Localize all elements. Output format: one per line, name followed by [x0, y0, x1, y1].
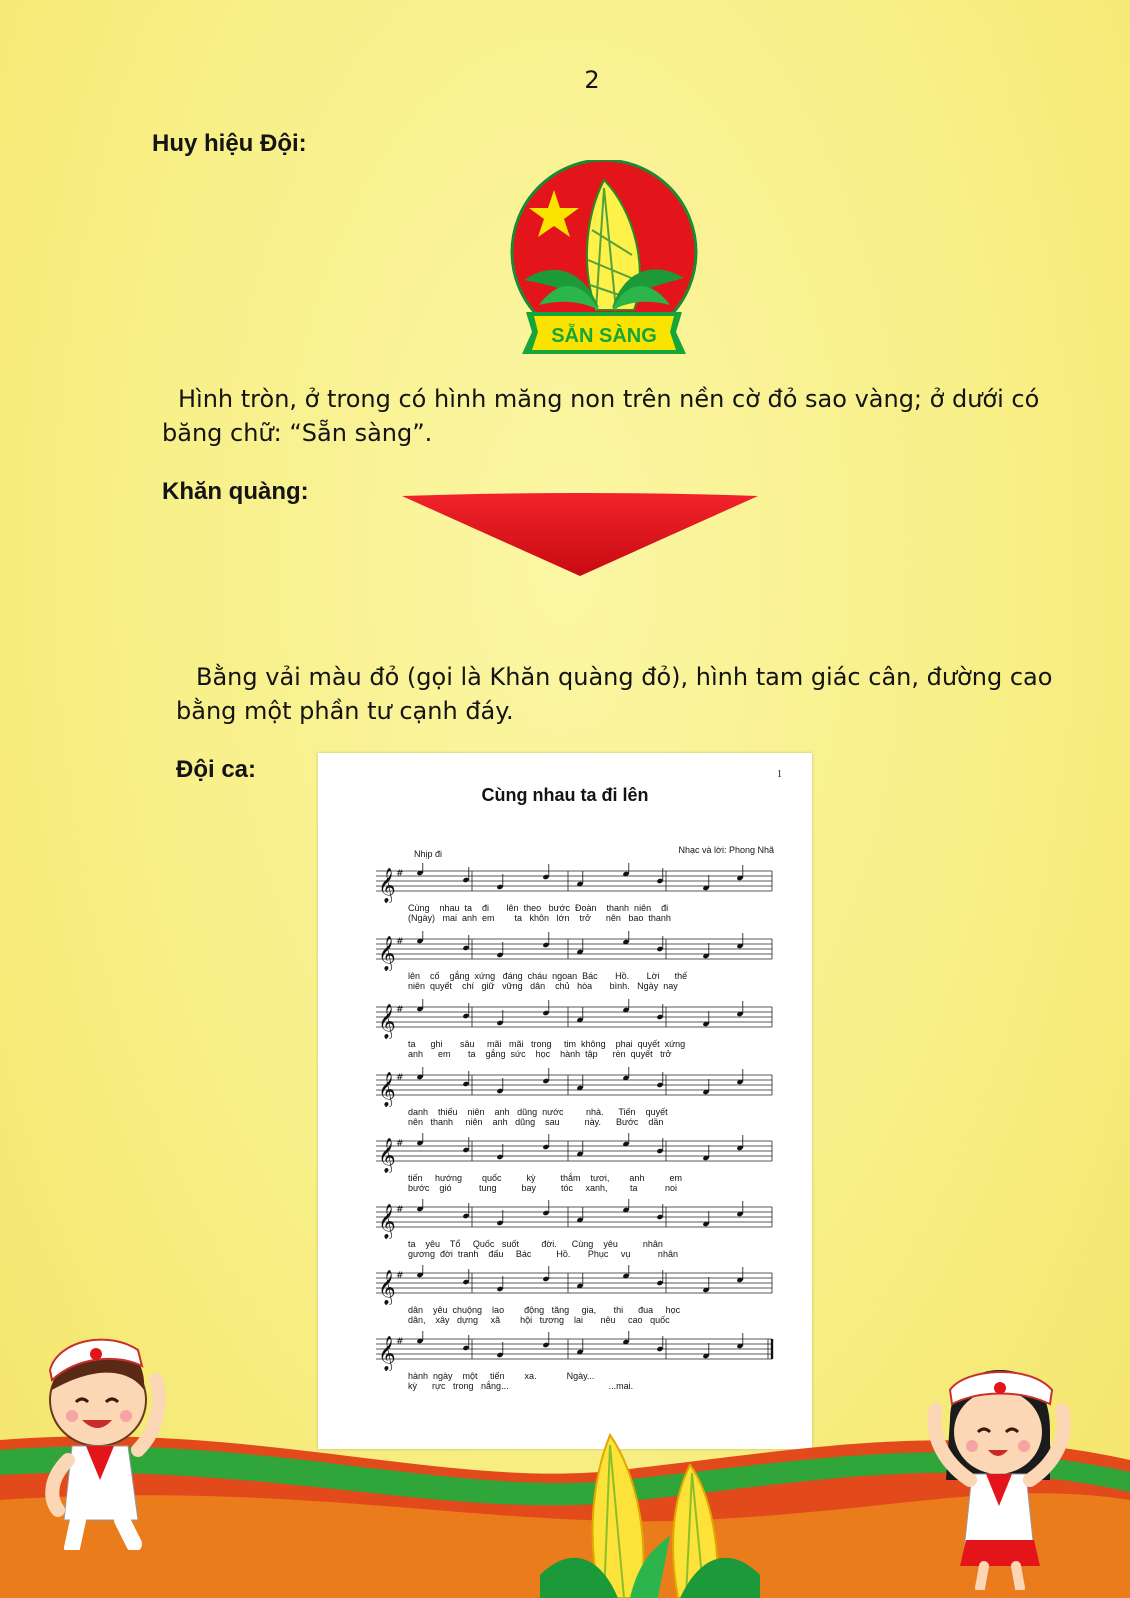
lyric-line: Cùng nhau ta đi lên theo bước Đoàn thanh niên đi — [408, 903, 669, 913]
lyric-line: dân, xây dựng xã hội tương lai nêu cao quốc — [408, 1315, 670, 1325]
svg-text:#: # — [396, 1073, 404, 1083]
music-staff — [376, 1265, 776, 1305]
girl-pioneer-illustration-icon — [910, 1360, 1090, 1590]
boy-pioneer-illustration-icon — [38, 1330, 188, 1550]
svg-text:𝄞: 𝄞 — [378, 936, 396, 971]
anthem-heading: Đội ca: — [176, 756, 257, 783]
lyric-line: lên cố gắng xứng đáng cháu ngoan Bác Hồ. Lời thế — [408, 971, 688, 981]
lyric-line: bước gió tung bay tóc xanh, ta noi — [408, 1183, 678, 1193]
tempo-marking: Nhịp đi — [414, 849, 443, 859]
svg-text:#: # — [396, 1337, 404, 1347]
sheet-page-number: 1 — [777, 769, 782, 780]
svg-text:#: # — [396, 1271, 404, 1281]
lyric-line: ta yêu Tổ Quốc suốt đời. Cùng yêu nhân — [408, 1239, 663, 1249]
music-staff — [376, 931, 776, 971]
svg-text:𝄞: 𝄞 — [378, 1204, 396, 1239]
svg-text:𝄞: 𝄞 — [378, 1270, 396, 1305]
scarf-heading: Khăn quàng: — [162, 478, 309, 505]
scarf-description-line2: bằng một phần tư cạnh đáy. — [176, 697, 514, 725]
svg-text:#: # — [396, 937, 404, 947]
svg-text:#: # — [396, 869, 404, 879]
badge-emblem-icon — [504, 160, 704, 370]
lyric-line: kỳ rực trong nắng... ...mai. — [408, 1381, 634, 1391]
badge-description-line2: băng chữ: “Sẵn sàng”. — [162, 419, 433, 447]
lyric-line: nên thanh niên anh dũng sau này. Bước dần — [408, 1117, 664, 1127]
bamboo-shoot-illustration-icon — [540, 1425, 760, 1598]
song-title: Cùng nhau ta đi lên — [481, 785, 649, 805]
svg-text:𝄞: 𝄞 — [378, 868, 396, 903]
lyric-line: tiến hướng quốc kỳ thắm tươi, anh em — [408, 1173, 682, 1183]
svg-text:#: # — [396, 1139, 404, 1149]
sheet-music — [318, 753, 812, 1449]
lyric-line: gương đời tranh đấu Bác Hồ. Phục vụ nhân — [408, 1249, 678, 1259]
music-staff — [376, 863, 776, 903]
red-scarf-icon — [400, 490, 760, 580]
lyric-line: anh em ta gắng sức học hành tập rèn quyết trở — [408, 1049, 672, 1059]
svg-text:𝄞: 𝄞 — [378, 1004, 396, 1039]
badge-description-line1: Hình tròn, ở trong có hình măng non trên nền cờ đỏ sao vàng; ở dưới có — [178, 385, 1040, 413]
svg-text:𝄞: 𝄞 — [378, 1138, 396, 1173]
music-staff — [376, 1133, 776, 1173]
ribbon-text: SẴN SÀNG — [551, 325, 657, 347]
lyric-line: ta ghi sâu mãi mãi trong tim không phai quyết xứng — [408, 1039, 686, 1049]
svg-text:#: # — [396, 1005, 404, 1015]
svg-text:𝄞: 𝄞 — [378, 1336, 396, 1371]
page-number: 2 — [584, 66, 600, 94]
music-staff — [376, 1331, 776, 1371]
composer-credit: Nhạc và lời: Phong Nhã — [678, 845, 774, 855]
music-staff — [376, 1199, 776, 1239]
music-staff — [376, 1067, 776, 1107]
svg-text:#: # — [396, 1205, 404, 1215]
scarf-description-line1: Bằng vải màu đỏ (gọi là Khăn quàng đỏ), hình tam giác cân, đường cao — [196, 663, 1053, 691]
lyric-line: dân yêu chuộng lao động tăng gia, thi đua học — [408, 1305, 681, 1315]
lyric-line: niên quyết chí giữ vững dân chủ hòa bình. Ngày nay — [408, 981, 678, 991]
badge-heading: Huy hiệu Đội: — [152, 130, 307, 157]
lyric-line: danh thiếu niên anh dũng nước nhà. Tiến quyết — [408, 1107, 668, 1117]
music-staff — [376, 999, 776, 1039]
lyric-line: (Ngày) mai anh em ta khôn lớn trở nên bao thanh — [408, 913, 671, 923]
svg-text:𝄞: 𝄞 — [378, 1072, 396, 1107]
lyric-line: hành ngày một tiến xa. Ngày... — [408, 1371, 595, 1381]
